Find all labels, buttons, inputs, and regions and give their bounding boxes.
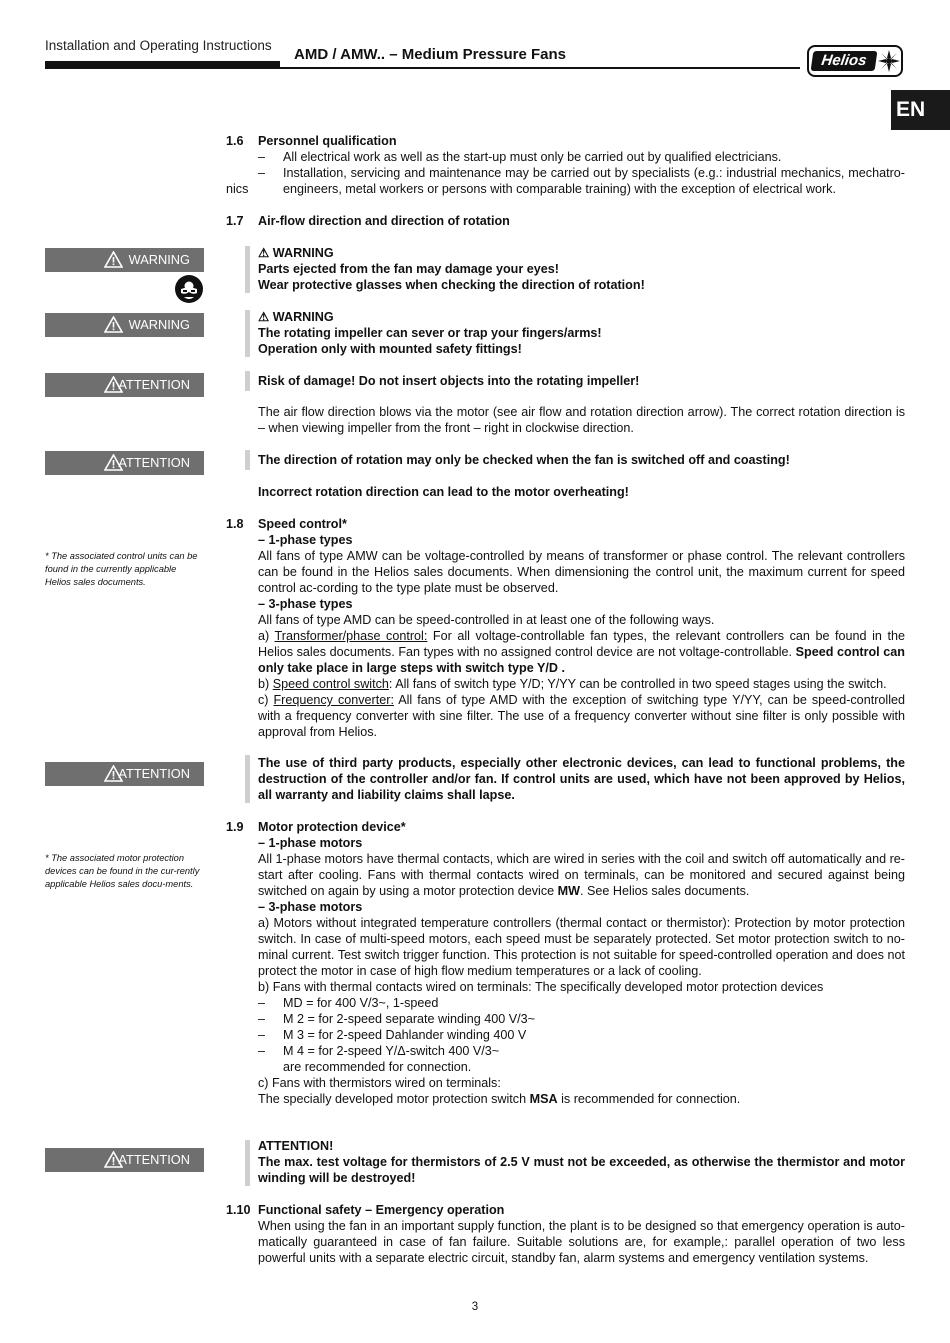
section-number: 1.7	[226, 214, 244, 228]
page-number: 3	[471, 1301, 479, 1313]
section-number: 1.8	[226, 517, 244, 531]
subheading: – 1-phase motors	[258, 836, 363, 850]
body-paragraph: c) Fans with thermistors wired on terminals:	[258, 1076, 501, 1090]
notice-bar	[245, 755, 250, 803]
dash: –	[258, 150, 266, 164]
subheading: – 3-phase types	[258, 597, 353, 611]
body-paragraph: a) Transformer/phase control: For all voltage-controllable fan types, the relevant controllers can be found in the Helios sales documents. Fan types with no assigned control device are not voltage-controllable. Speed control can only take place in large steps with switch type Y/D .	[258, 629, 905, 675]
body-paragraph: All 1-phase motors have thermal contacts, which are wired in series with the coil and switch off automatically and re-start after cooling. Fans with thermal contacts wired on terminals, can be monitored and secured against being switched on again by using a motor protection device MW. See Helios sales documents.	[258, 852, 905, 898]
body-paragraph: b) Fans with thermal contacts wired on terminals: The specifically developed motor protection devices	[258, 980, 824, 994]
header-title: AMD / AMW.. – Medium Pressure Fans	[294, 46, 566, 63]
notice-bar	[245, 246, 250, 293]
side-note: * The associated motor protection devices can be found in the cur-rently applicable Helios sales docu-ments.	[45, 853, 200, 889]
fan-icon	[877, 49, 901, 73]
dash: –	[258, 1028, 266, 1042]
notice-bar	[245, 450, 250, 470]
warning-triangle-icon	[104, 251, 123, 268]
attention-text: The use of third party products, especially other electronic devices, can lead to functional problems, the destruction of the controller and/or fan. If control units are used, which have not been approved by Helios, all warranty and liability claims shall lapse.	[258, 756, 905, 802]
attention-tag: ATTENTION	[45, 451, 204, 475]
helios-logo	[807, 45, 903, 77]
section-number: 1.9	[226, 820, 244, 834]
header-rule-thin	[280, 67, 800, 69]
attention-tag: ATTENTION	[45, 373, 204, 397]
hyphen-continuation: nics	[226, 182, 249, 196]
attention-text: Incorrect rotation direction can lead to the motor overheating!	[258, 485, 629, 499]
attention-heading: ATTENTION!	[258, 1139, 334, 1153]
section-title: Air-flow direction and direction of rotation	[258, 214, 510, 228]
section-title: Personnel qualification	[258, 134, 397, 148]
dash: –	[258, 166, 266, 180]
body-paragraph: c) Frequency converter: All fans of type AMD with the exception of switching type Y/YY, can be speed-controlled with a frequency converter with sine filter. The use of a frequency converter without sine filter is only possible with approval from Helios.	[258, 693, 905, 739]
notice-bar	[245, 1140, 250, 1186]
warning-text: The rotating impeller can sever or trap your fingers/arms!	[258, 326, 602, 340]
side-note: * The associated control units can be found in the currently applicable Helios sales documents.	[45, 551, 198, 587]
section-number: 1.10	[226, 1203, 251, 1217]
header-doc-type: Installation and Operating Instructions	[45, 38, 272, 53]
safety-goggles-icon	[175, 275, 203, 303]
dash: –	[258, 996, 266, 1010]
section-title: Speed control*	[258, 517, 347, 531]
attention-tag: ATTENTION	[45, 1148, 204, 1172]
warning-triangle-icon	[104, 316, 123, 333]
attention-text: Risk of damage! Do not insert objects into the rotating impeller!	[258, 374, 640, 388]
notice-bar	[245, 371, 250, 391]
warning-triangle-icon	[104, 376, 123, 393]
body-paragraph: a) Motors without integrated temperature controllers (thermal contact or thermistor): Protection by motor protection switch. In case of multi-speed motors, each speed must be separately protected. Set motor protection switch to no-minal current. Test switch trigger function. This protection is not suitable for speed-controlled operation and does not protect the motor in case of high flow medium temperatures or a lack of cooling.	[258, 916, 905, 978]
attention-text: The max. test voltage for thermistors of 2.5 V must not be exceeded, as otherwise the thermistor and motor winding will be destroyed!	[258, 1155, 905, 1185]
dash: –	[258, 1012, 266, 1026]
body-paragraph: When using the fan in an important supply function, the plant is to be designed so that emergency operation is auto-matically guaranteed in case of fan failure. Suitable solutions are, for example,: parallel operation of two less powerful units with a separate electric circuit, standby fan, alarm systems and emergency ventilation systems.	[258, 1219, 905, 1265]
warning-triangle-icon	[104, 1151, 123, 1168]
section-title: Functional safety – Emergency operation	[258, 1203, 505, 1217]
attention-text: The direction of rotation may only be checked when the fan is switched off and coasting!	[258, 453, 790, 467]
warning-tag: WARNING	[45, 248, 204, 272]
body-paragraph: b) Speed control switch: All fans of switch type Y/D; Y/YY can be controlled in two speed stages using the switch.	[258, 677, 887, 691]
subheading: – 3-phase motors	[258, 900, 363, 914]
warning-heading: ⚠ WARNING	[258, 246, 334, 260]
warning-triangle-icon	[104, 765, 123, 782]
body-paragraph: All fans of type AMD can be speed-controlled in at least one of the following ways.	[258, 613, 715, 627]
warning-text: Operation only with mounted safety fittings!	[258, 342, 522, 356]
body-paragraph: The specially developed motor protection switch MSA is recommended for connection.	[258, 1092, 741, 1106]
dash: –	[258, 1044, 266, 1058]
section-title: Motor protection device*	[258, 820, 406, 834]
language-tab: EN	[891, 90, 950, 130]
warning-heading: ⚠ WARNING	[258, 310, 334, 324]
section-number: 1.6	[226, 134, 244, 148]
logo-wordmark: Helios	[811, 51, 878, 71]
warning-tag: WARNING	[45, 313, 204, 337]
subheading: – 1-phase types	[258, 533, 353, 547]
notice-bar	[245, 310, 250, 357]
attention-tag: ATTENTION	[45, 762, 204, 786]
warning-triangle-icon	[104, 454, 123, 471]
warning-text: Parts ejected from the fan may damage your eyes!	[258, 262, 559, 276]
body-paragraph: The air flow direction blows via the motor (see air flow and rotation direction arrow). The correct rotation direction is – when viewing impeller from the front – right in clockwise direction.	[258, 405, 905, 435]
body-paragraph: All fans of type AMW can be voltage-controlled by means of transformer or phase control. The relevant controllers can be found in the Helios sales documents. When dimensioning the control unit, the maximum current for speed control ac-cording to the type plate must be observed.	[258, 549, 905, 595]
header-rule-thick	[45, 61, 280, 69]
warning-text: Wear protective glasses when checking the direction of rotation!	[258, 278, 645, 292]
